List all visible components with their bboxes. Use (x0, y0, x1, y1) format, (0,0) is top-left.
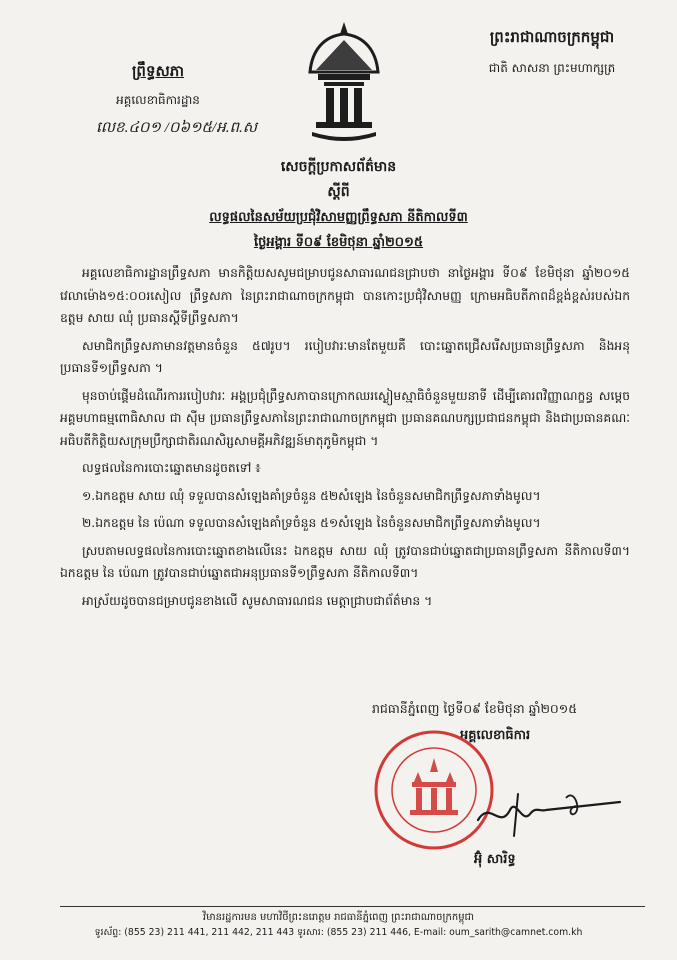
paragraph-2: សមាជិកព្រឹទ្ធសភាមានវត្តមានចំនួន ៥៧រូប។ របៀបវារៈមានតែមួយគឺ បោះឆ្នោតជ្រើសរើសប្រធានព្រឹទ្ធសភា និងអនុប្រធានទី១ព្រឹទ្ធសភា ។ (60, 338, 630, 375)
footer-contact: ទូរស័ព្ទ: (855 23) 211 441, 211 442, 211 443 ទូរសារ: (855 23) 211 446, E-mail: oum_sarith@camnet.com.kh (94, 927, 583, 938)
paragraph-7: ស្របតាមលទ្ធផលនៃការបោះឆ្នោតខាងលើនេះ ឯកឧត្តម សាយ ឈុំ ត្រូវបានជាប់ឆ្នោតជាប្រធានព្រឹទ្ធសភា នីតិកាលទី៣។ ឯកឧត្តម នៃ ប៉េណា ត្រូវបានជាប់ឆ្នោតជាអនុប្រធានទី១ព្រឹទ្ធសភា នីតិកាលទី៣។ (60, 543, 630, 580)
date-line: រាជធានីភ្នំពេញ ថ្ងៃទី០៩ ខែមិថុនា ឆ្នាំ២០១៥ (372, 701, 578, 716)
title-line-1: សេចក្ដីប្រកាសព័ត៌មាន (280, 159, 397, 175)
handwritten-signature (470, 780, 630, 840)
result-item-2: ២.ឯកឧត្តម នៃ ប៉េណា ទទួលបានសំឡេងគាំទ្រចំនួន ៥១សំឡេង នៃចំនួនសមាជិកព្រឹទ្ធសភាទាំងមូល។ (82, 516, 541, 530)
signer-position: អគ្គលេខាធិការ (460, 728, 531, 743)
right-letterhead (447, 28, 657, 78)
org-name: ព្រឹទ្ធសភា (131, 62, 185, 80)
paragraph-1: អគ្គលេខាធិការដ្ឋានព្រឹទ្ធសភា មានកិត្តិយសសូមជម្រាបជូនសាធារណជនជ្រាបថា នាថ្ងៃអង្គារ ទី០៩ ខែមិថុនា ឆ្នាំ២០១៥ វេលាម៉ោង១៥:០០រសៀល ព្រឹទ្ធសភា នៃព្រះរាជាណាចក្រកម្ពុជា បានកោះប្រជុំវិសាមញ្ញ ក្រោមអធិបតីភាពដ៏ខ្ពង់ខ្ពស់របស់ឯកឧត្តម សាយ ឈុំ ប្រធានស្ដីទីព្រឹទ្ធសភា។ (60, 266, 630, 325)
senate-emblem-icon (304, 20, 384, 145)
document-body (60, 262, 630, 617)
title-line-3: លទ្ធផលនៃសម័យប្រជុំវិសាមញ្ញព្រឹទ្ធសភា នីតិកាលទី៣ (209, 210, 468, 225)
title-line-4: ថ្ងៃអង្គារ ទី០៩ ខែមិថុនា ឆ្នាំ២០១៥ (253, 235, 424, 250)
reference-number: លេខ.៤០១ /០៦១៥/អ.ព.ស (96, 120, 258, 136)
department-name: អគ្គលេខាធិការដ្ឋាន (116, 93, 200, 107)
paragraph-3: មុនចាប់ផ្ដើមដំណើរការរបៀបវារៈ អង្គប្រជុំព្រឹទ្ធសភាបានក្រោកឈរស្ងៀមស្មាធិចំនួនមួយនាទី ដើម្បីគោរពវិញ្ញាណក្ខន្ធ សម្ដេចអគ្គមហាធម្មពោធិសាល ជា ស៊ីម ប្រធានព្រឹទ្ធសភានៃព្រះរាជាណាចក្រកម្ពុជា ប្រធានគណបក្សប្រជាជនកម្ពុជា និងជាប្រធានគណៈអធិបតីកិត្តិយសក្រុមប្រឹក្សាជាតិរណសិរ្សសាមគ្គីអភិវឌ្ឍន៍មាតុភូមិកម្ពុជា ។ (60, 388, 630, 448)
footer-divider (60, 906, 645, 907)
left-letterhead (58, 62, 258, 110)
result-item-1: ១.ឯកឧត្តម សាយ ឈុំ ទទួលបានសំឡេងគាំទ្រចំនួន ៥២សំឡេង នៃចំនួនសមាជិកព្រឹទ្ធសភាទាំងមូល។ (82, 488, 541, 503)
document-title (0, 155, 677, 255)
kingdom-name: ព្រះរាជាណាចក្រកម្ពុជា (489, 28, 615, 46)
paragraph-8: អាស្រ័យដូចបានជម្រាបជូនខាងលើ សូមសាធារណជន មេត្តាជ្រាបជាព័ត៌មាន ។ (82, 593, 433, 608)
national-motto: ជាតិ សាសនា ព្រះមហាក្សត្រ (488, 61, 616, 75)
title-line-2: ស្ដីពី (327, 184, 350, 200)
signer-name: អ៊ុំ សារិទ្ធ (474, 852, 516, 867)
paragraph-4: លទ្ធផលនៃការបោះឆ្នោតមានដូចតទៅ ៖ (82, 461, 261, 475)
footer-address: វិមានរដ្ឋការមន មហាវិថីព្រះនរោត្តម រាជធានីភ្នំពេញ ព្រះរាជាណាចក្រកម្ពុជា (202, 912, 475, 923)
